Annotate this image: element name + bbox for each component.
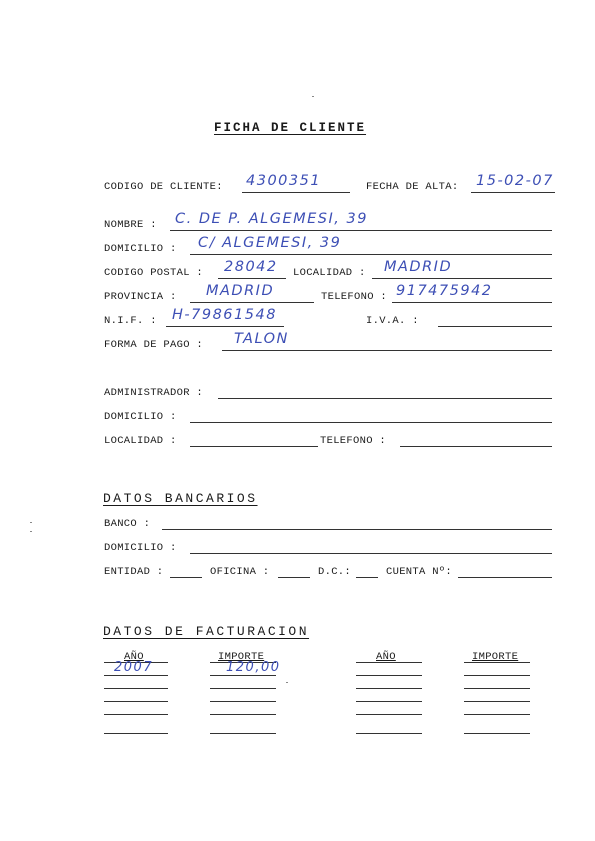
codigo-postal-value: 28042 (224, 259, 278, 275)
cuenta-label: CUENTA Nº: (386, 566, 453, 578)
banco-line (162, 529, 552, 530)
row1-importe-value: 120,00 (226, 660, 281, 675)
domicilio-label: DOMICILIO : (104, 243, 177, 255)
fact-line (104, 733, 168, 734)
admin-telefono-line (400, 446, 552, 447)
col-importe-2-underline (464, 662, 530, 663)
fact-line (356, 714, 422, 715)
fact-line (464, 675, 530, 676)
fact-line (356, 701, 422, 702)
nif-label: N.I.F. : (104, 315, 157, 327)
localidad-line (372, 278, 552, 279)
col-ano-2-underline (356, 662, 422, 663)
telefono-label: TELEFONO : (321, 291, 388, 303)
scan-speck (286, 682, 288, 683)
admin-localidad-line (190, 446, 318, 447)
admin-telefono-label: TELEFONO : (320, 435, 387, 447)
col-importe-2: IMPORTE (472, 651, 519, 663)
nombre-line (170, 230, 552, 231)
dc-line (356, 577, 378, 578)
fact-line (464, 701, 530, 702)
fecha-alta-line (471, 192, 555, 193)
codigo-postal-label: CODIGO POSTAL : (104, 267, 204, 279)
nombre-value: C. DE P. ALGEMESI, 39 (175, 211, 368, 227)
fact-line (464, 714, 530, 715)
admin-localidad-label: LOCALIDAD : (104, 435, 177, 447)
codigo-cliente-label: CODIGO DE CLIENTE: (104, 181, 223, 193)
fact-line (210, 714, 276, 715)
fact-line (104, 688, 168, 689)
forma-pago-line (222, 350, 552, 351)
oficina-label: OFICINA : (210, 566, 270, 578)
telefono-line (392, 302, 552, 303)
page-title: FICHA DE CLIENTE (214, 121, 367, 135)
col-ano-1: AÑO (124, 651, 144, 663)
fact-line (356, 733, 422, 734)
forma-pago-label: FORMA DE PAGO : (104, 339, 204, 351)
scan-speck (30, 531, 32, 532)
iva-label: I.V.A. : (366, 315, 419, 327)
domicilio-line (190, 254, 552, 255)
codigo-cliente-line (242, 192, 350, 193)
entidad-label: ENTIDAD : (104, 566, 164, 578)
nif-line (166, 326, 284, 327)
codigo-postal-line (218, 278, 286, 279)
fact-line (210, 701, 276, 702)
banco-domicilio-line (190, 553, 552, 554)
provincia-line (190, 302, 314, 303)
col-ano-2: AÑO (376, 651, 396, 663)
fact-line (104, 675, 168, 676)
domicilio-value: C/ ALGEMESI, 39 (198, 235, 342, 251)
datos-bancarios-heading: DATOS BANCARIOS (103, 491, 258, 506)
fact-line (356, 675, 422, 676)
fact-line (104, 701, 168, 702)
localidad-label: LOCALIDAD : (293, 267, 366, 279)
nif-value: H-79861548 (172, 307, 277, 323)
codigo-cliente-value: 4300351 (246, 173, 322, 189)
banco-domicilio-label: DOMICILIO : (104, 542, 177, 554)
banco-label: BANCO : (104, 518, 151, 530)
nombre-label: NOMBRE : (104, 219, 157, 231)
forma-pago-value: TALON (234, 331, 289, 347)
admin-domicilio-line (190, 422, 552, 423)
provincia-value: MADRID (206, 283, 275, 299)
localidad-value: MADRID (384, 259, 453, 275)
cuenta-line (458, 577, 552, 578)
admin-domicilio-label: DOMICILIO : (104, 411, 177, 423)
fact-line (464, 733, 530, 734)
iva-line (438, 326, 552, 327)
entidad-line (170, 577, 202, 578)
administrador-label: ADMINISTRADOR : (104, 387, 204, 399)
fecha-alta-value: 15-02-07 (476, 173, 554, 189)
scan-speck (30, 522, 32, 523)
fact-line (210, 675, 276, 676)
fact-line (210, 688, 276, 689)
fact-line (464, 688, 530, 689)
scan-speck (312, 96, 314, 97)
col-importe-1: IMPORTE (218, 651, 265, 663)
oficina-line (278, 577, 310, 578)
administrador-line (218, 398, 552, 399)
fact-line (356, 688, 422, 689)
provincia-label: PROVINCIA : (104, 291, 177, 303)
fact-line (104, 714, 168, 715)
row1-ano-value: 2007 (114, 660, 154, 675)
fact-line (210, 733, 276, 734)
fecha-alta-label: FECHA DE ALTA: (366, 181, 459, 193)
telefono-value: 917475942 (396, 283, 493, 299)
dc-label: D.C.: (318, 566, 352, 578)
datos-facturacion-heading: DATOS DE FACTURACION (103, 624, 310, 639)
